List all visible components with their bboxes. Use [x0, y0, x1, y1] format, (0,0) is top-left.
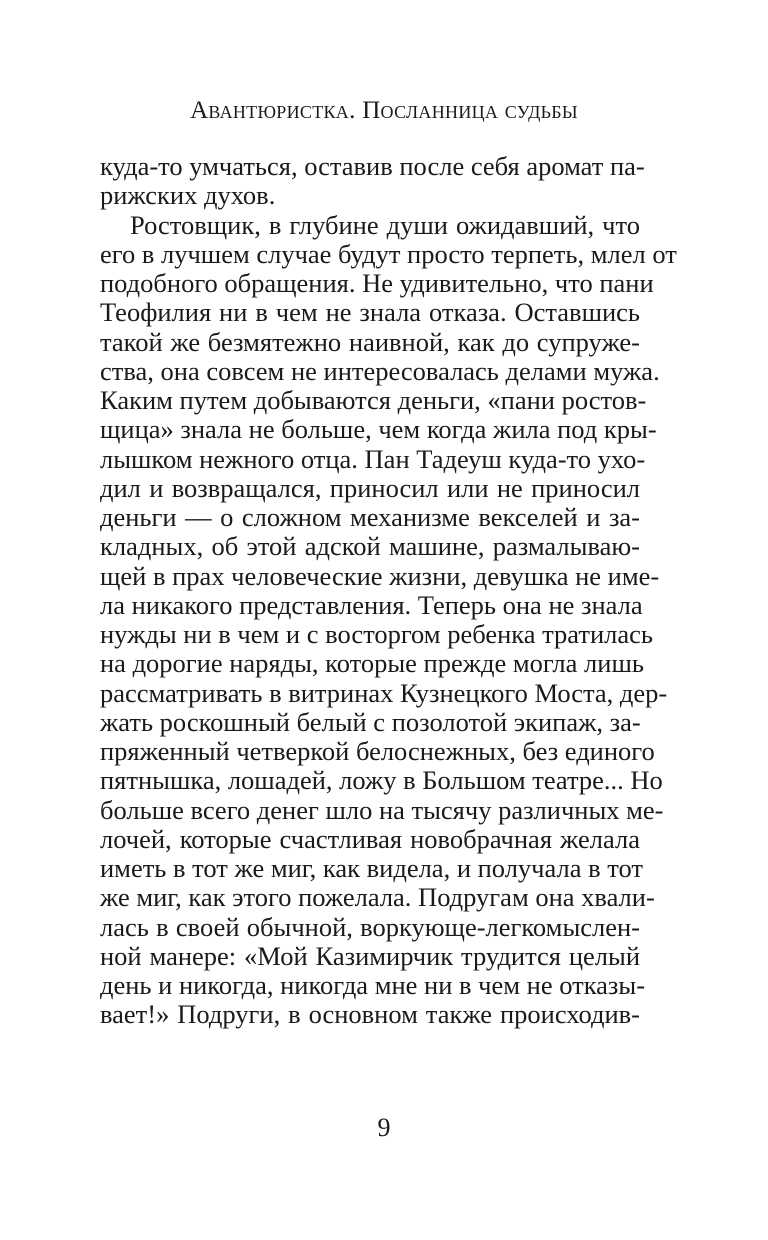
text-line: нужды ни в чем и с восторгом ребенка тратилась	[100, 619, 653, 649]
text-line: дил и возвращался, приносил или не приносил	[100, 472, 640, 503]
text-line: жать роскошный белый с позолотой экипаж, за-	[100, 706, 641, 737]
text-line: лась в своей обычной, воркующе-легкомыслен-	[100, 911, 640, 942]
text-line: Теофилия ни в чем не знала отказа. Оставшись	[100, 297, 640, 328]
body-text	[100, 151, 677, 1030]
text-line: Ростовщик, в глубине души ожидавший, что	[130, 209, 640, 240]
text-line: щица» знала не больше, чем когда жила под кры-	[100, 414, 657, 445]
text-line: больше всего денег шло на тысячу различных ме-	[100, 794, 664, 825]
page-number: 9	[377, 1113, 391, 1142]
text-line: подобного обращения. Не удивительно, что пани	[100, 268, 654, 298]
running-head: Авантюристка. Посланница судьбы	[190, 97, 578, 124]
text-line: ла никакого представления. Теперь она не знала	[100, 589, 643, 620]
text-line: вает!» Подруги, в основном также происходив-	[100, 999, 640, 1030]
text-line: Каким путем добываются деньги, «пани ростов-	[100, 385, 647, 415]
text-line: лочей, которые счастливая новобрачная желала	[100, 823, 640, 854]
text-line: день и никогда, никогда мне ни в чем не отказы-	[100, 970, 646, 1000]
text-line: иметь в тот же миг, как видела, и получала в тот	[100, 853, 643, 883]
text-line: пятнышка, лошадей, ложу в Большом театре... Но	[100, 765, 663, 796]
text-line: пряженный четверкой белоснежных, без единого	[100, 736, 655, 766]
text-line: на дорогие наряды, которые прежде могла лишь	[100, 648, 644, 679]
text-line: щей в прах человеческие жизни, девушка не име-	[100, 560, 660, 591]
text-line: его в лучшем случае будут просто терпеть, млел от	[100, 238, 677, 269]
text-line: же миг, как этого пожелала. Подругам она хвали-	[100, 882, 655, 913]
text-line: рассматривать в витринах Кузнецкого Моста, дер-	[100, 677, 668, 708]
text-line: такой же безмятежно наивной, как до супруже-	[100, 326, 640, 357]
text-line: кладных, об этой адской машине, размалываю-	[100, 531, 640, 562]
text-line: ной манере: «Мой Казимирчик трудится целый	[100, 940, 640, 971]
text-line: лышком нежного отца. Пан Тадеуш куда-то ухо-	[100, 443, 646, 474]
text-line: деньги — о сложном механизме векселей и за-	[100, 502, 640, 532]
text-line: ства, она совсем не интересовалась делами мужа.	[100, 355, 660, 386]
text-line: куда-то умчаться, оставив после себя аромат па-	[100, 151, 645, 181]
text-line: рижских духов.	[100, 180, 276, 211]
